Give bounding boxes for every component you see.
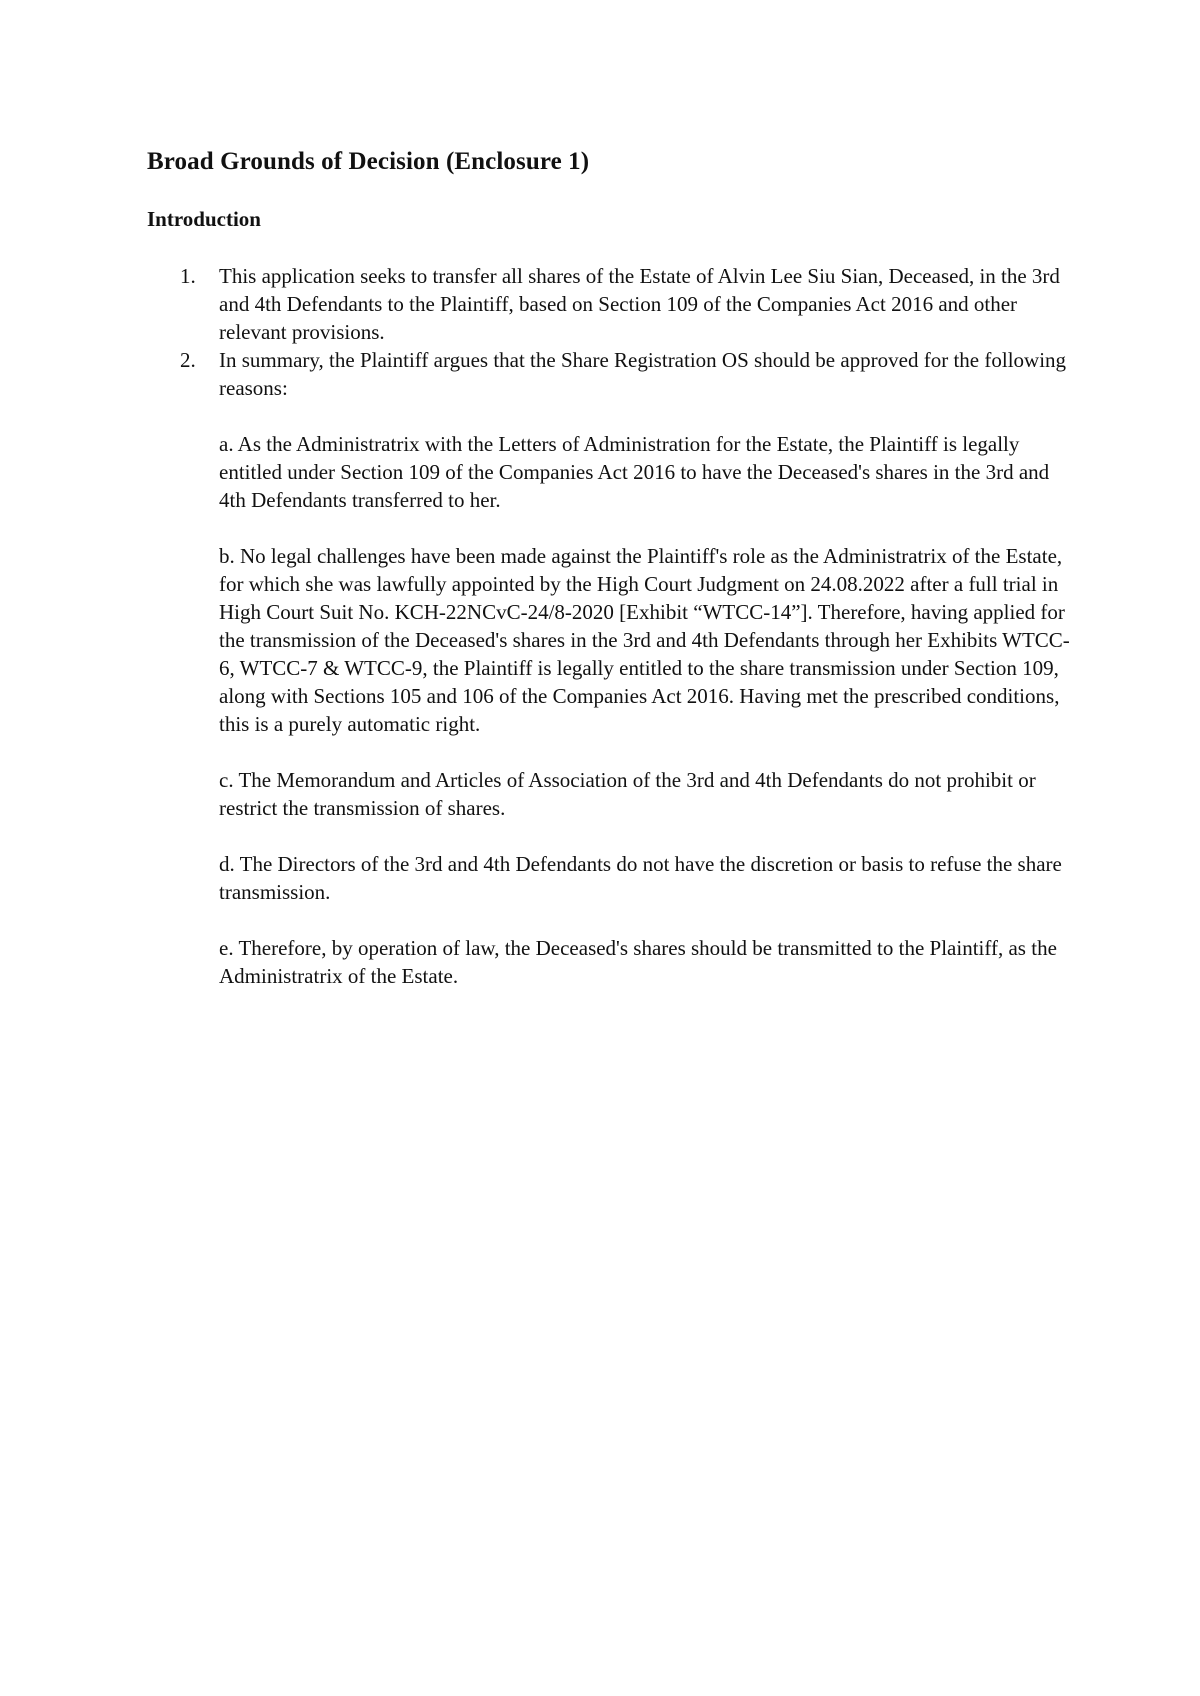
reason-b: b. No legal challenges have been made against the Plaintiff's role as the Administratrix of the Estate, for which she was lawfully appointed by the High Court Judgment on 24.08.2022 after a full trial in High Court Suit No. KCH-22NCvC-24/8-2020 [Exhibit “WTCC-14”]. Therefore, having applied for the transmission of the Deceased's shares in the 3rd and 4th Defendants through her Exhibits WTCC-6, WTCC-7 & WTCC-9, the Plaintiff is legally entitled to the share transmission under Section 109, along with Sections 105 and 106 of the Companies Act 2016. Having met the prescribed conditions, this is a purely automatic right. xyxy=(219,544,1070,736)
paragraph-number: 1. xyxy=(180,264,196,288)
paragraph-number: 2. xyxy=(180,348,196,372)
paragraph-text: In summary, the Plaintiff argues that the Share Registration OS should be approved for the following reasons: xyxy=(219,348,1067,400)
reason-e: e. Therefore, by operation of law, the Deceased's shares should be transmitted to the Plaintiff, as the Administratrix of the Estate. xyxy=(219,936,1057,988)
reasons-list xyxy=(219,430,1087,990)
section-heading-introduction: Introduction xyxy=(147,207,261,231)
numbered-paragraph-1 xyxy=(147,262,1087,346)
reason-c: c. The Memorandum and Articles of Association of the 3rd and 4th Defendants do not prohibit or restrict the transmission of shares. xyxy=(219,768,1036,820)
reason-d: d. The Directors of the 3rd and 4th Defendants do not have the discretion or basis to refuse the share transmission. xyxy=(219,852,1062,904)
document-title: Broad Grounds of Decision (Enclosure 1) xyxy=(147,148,590,175)
paragraph-text: This application seeks to transfer all shares of the Estate of Alvin Lee Siu Sian, Deceased, in the 3rd and 4th Defendants to the Plaintiff, based on Section 109 of the Companies Act 2016 and other relevant provisions. xyxy=(219,264,1060,344)
reason-a: a. As the Administratrix with the Letters of Administration for the Estate, the Plaintiff is legally entitled under Section 109 of the Companies Act 2016 to have the Deceased's shares in the 3rd and 4th Defendants transferred to her. xyxy=(219,432,1050,512)
numbered-paragraph-2 xyxy=(147,346,1087,402)
document-body xyxy=(147,262,1087,1018)
